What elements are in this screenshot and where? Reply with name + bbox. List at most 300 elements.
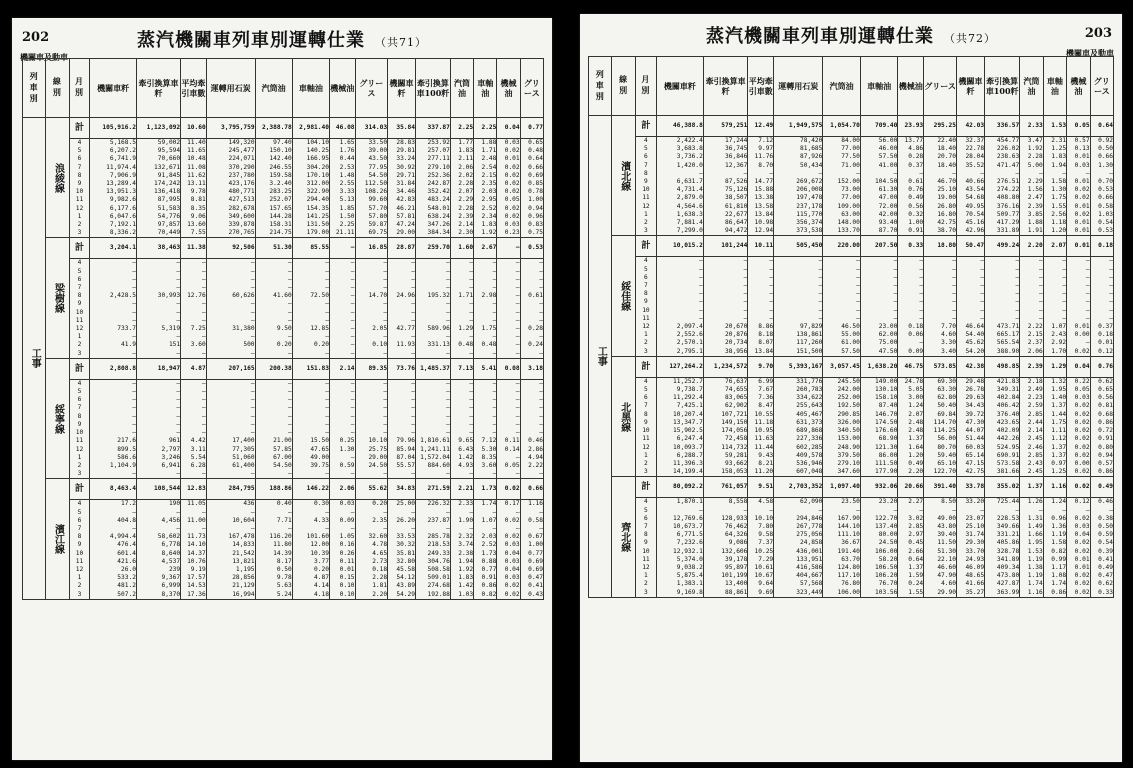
month-values: 23.50 — 167.90 144.10 111.10 36.67 191.40 63.70 124.80 117.10 76.80 106.00 (823, 498, 861, 597)
line-name: 浪綾線 (46, 118, 69, 238)
total-value: 50.47 (956, 236, 984, 257)
column-header: 汽筒油 (1020, 57, 1043, 116)
total-row (589, 116, 1114, 137)
month-values: 454.77 226.02 238.63 471.47 — 276.51 274.22 408.80 376.16 509.77 417.29 331.89 (985, 137, 1020, 236)
total-value: 3,204.1 (90, 238, 137, 259)
column-header: 牽引換算車粁 (136, 59, 180, 118)
month-values: — — — — — — — — 0.01 0.00 — 0.02 (1067, 257, 1090, 356)
page-number: 202 (22, 30, 50, 45)
month-values: 29.48 26.78 29.63 34.43 39.72 47.30 44.07 51.44 60.03 65.14 47.15 42.75 (956, 377, 984, 476)
title-text: 蒸汽機關車列車別運轉仕業 (137, 30, 365, 51)
month-values: 0.92 0.50 0.66 1.30 — 0.70 0.53 0.66 0.58 1.03 0.54 0.53 (1090, 137, 1113, 236)
total-value: 105,916.2 (90, 118, 137, 139)
total-value: 2.25 (474, 118, 497, 139)
column-header: 車軸油 (292, 59, 329, 118)
line-name: 綏佳線 (612, 236, 635, 356)
total-label: 計 (69, 479, 90, 500)
total-value: 46.75 (898, 356, 924, 377)
total-value: 33.78 (956, 477, 984, 498)
column-header: 汽筒油 (255, 59, 292, 118)
total-value: 0.53 (520, 238, 543, 259)
total-value: 355.02 (985, 477, 1020, 498)
month-values: 2.31 1.25 1.83 1.94 — 1.58 1.30 1.75 1.55 2.56 1.18 1.20 (1043, 137, 1066, 236)
page-number: 203 (1084, 26, 1112, 41)
month-values: — — — — — — — 217.6 899.5 586.6 1,104.9 — (90, 379, 137, 478)
month-values: — — — — — — — — 97,829 138,861 117,260 151,500 (774, 257, 823, 356)
month-rows (589, 137, 1114, 236)
month-values: — — — — 1.71 — — — 1.29 — 0.48 — (450, 259, 473, 358)
total-value: 207.50 (860, 236, 898, 257)
total-value: 34.83 (388, 479, 416, 500)
total-value: 7.13 (450, 358, 473, 379)
total-value: 0.18 (1090, 236, 1113, 257)
month-values: — — — — 2.98 — — — 1.75 — 0.48 — (474, 259, 497, 358)
month-values: 190 — 4,456 — 58,602 6,778 8,640 4,537 239 9,367 6,999 8,370 (136, 500, 180, 599)
month-values: — — — — — — — — 46.64 54.40 45.62 54.20 (956, 257, 984, 356)
total-value: 498.85 (985, 356, 1020, 377)
month-values: — — — — — — — 10.10 25.75 29.00 24.50 — (355, 379, 388, 478)
column-header: 機械油 (329, 59, 355, 118)
total-value: 1.53 (1043, 116, 1066, 137)
total-value: 0.08 (497, 358, 520, 379)
total-value: 38,463 (136, 238, 180, 259)
total-value: 108,544 (136, 479, 180, 500)
total-value: 10.11 (748, 236, 774, 257)
month-values: 6.99 7.67 7.36 8.47 10.55 11.18 10.95 11.63 11.44 9.43 8.21 11.20 (748, 377, 774, 476)
total-value: 2,703,352 (774, 477, 823, 498)
month-values: 1.32 1.95 1.40 1.37 1.44 1.75 1.11 1.12 1.37 1.37 0.97 1.25 (1043, 377, 1066, 476)
month-values: 17.2 — 404.8 — 4,994.4 476.4 601.4 421.6 26.0 533.2 481.2 507.2 (90, 500, 137, 599)
month-values: — — — — — — — 0.46 2.86 4.94 2.22 — (520, 379, 543, 478)
total-value: 2.67 (474, 238, 497, 259)
total-value: 0.64 (1090, 116, 1113, 137)
column-header: 車軸油 (1043, 57, 1066, 116)
month-rows (589, 377, 1114, 476)
title-part: （共71） (375, 36, 427, 49)
total-value: 2.07 (1043, 236, 1066, 257)
total-value: 709.40 (860, 116, 898, 137)
month-values: 2.33 — 1.90 — 2.32 3.74 2.38 1.94 1.92 1.83 1.42 1.03 (450, 500, 473, 599)
total-value: 0.76 (1090, 356, 1113, 377)
month-values: 0.65 0.48 0.64 0.66 0.69 0.85 0.78 1.00 0.94 0.96 0.83 0.75 (520, 139, 543, 238)
month-values: 32.37 22.78 28.04 35.52 — 40.66 43.54 54.68 49.95 70.54 45.16 42.96 (956, 137, 984, 236)
month-values: — — — — — — — — — — — — (497, 259, 520, 358)
column-header: グリース (520, 59, 543, 118)
month-values: — — — — — — — 7.12 5.30 8.35 3.60 — (474, 379, 497, 478)
total-value: 220.00 (823, 236, 861, 257)
month-values: 1.24 — 0.96 1.36 1.19 1.58 0.82 0.99 1.17 1.08 1.74 0.86 (1043, 498, 1066, 597)
left-page (12, 18, 552, 760)
column-header: 平均牽引車數 (181, 59, 207, 118)
total-row (589, 236, 1114, 257)
page-subtitle: 機關車及動車 (20, 52, 68, 62)
month-values: 245.50 242.00 252.00 192.50 290.85 326.00 340.50 153.00 248.90 379.50 279.10 347.60 (823, 377, 861, 476)
total-label: 計 (635, 477, 656, 498)
total-value: 2.39 (1020, 356, 1043, 377)
month-values: 22.40 18.40 20.70 18.40 — 46.70 25.10 19.00 26.80 16.80 42.75 38.70 (924, 137, 957, 236)
total-row (23, 479, 544, 500)
column-header: 機關車粁 (956, 57, 984, 116)
total-value: 0.02 (1067, 477, 1090, 498)
total-value: 23.93 (898, 116, 924, 137)
month-values: 331,776 260,783 334,622 255,643 405,467 631,373 689,868 227,336 602,285 409,578 536,946 607,048 (774, 377, 823, 476)
month-values: 0.03 0.02 0.01 0.02 0.02 0.02 0.02 0.05 0.02 0.02 0.03 0.23 (497, 139, 520, 238)
column-header: 月別 (635, 57, 656, 116)
month-labels: 4 5 6 7 8 9 10 11 12 1 2 3 (635, 257, 656, 356)
line-name: 濱北線 (612, 116, 635, 236)
total-value: 9.51 (748, 477, 774, 498)
total-value: 73.76 (388, 358, 416, 379)
total-label: 計 (635, 116, 656, 137)
month-labels: 4 5 6 7 8 9 10 11 12 1 2 3 (69, 500, 90, 599)
month-values: 0.40 — 7.71 — 116.20 11.80 14.39 8.17 0.50 9.78 5.63 5.24 (255, 500, 292, 599)
category-label: 工事 (23, 118, 46, 600)
month-values: 0.20 — 2.35 — 32.60 4.78 4.65 2.73 0.18 2.28 1.81 2.20 (355, 500, 388, 599)
month-values: 0.30 — 4.33 — 101.60 12.00 10.39 3.77 0.20 4.87 4.14 4.18 (292, 500, 329, 599)
total-value: 0.77 (520, 118, 543, 139)
month-values: — — — — — — — — 20,670 20,876 20,734 38,956 (703, 257, 748, 356)
month-values: 1.88 1.71 2.48 2.54 2.15 2.35 2.03 2.95 2.52 2.34 1.83 1.92 (474, 139, 497, 238)
month-labels: 4 5 6 7 8 9 10 11 12 1 2 3 (635, 377, 656, 476)
column-header: 機關車粁 (656, 57, 703, 116)
total-value: 295.25 (924, 116, 957, 137)
column-header: 線別 (612, 57, 635, 116)
total-value: 391.40 (924, 477, 957, 498)
total-value: 28.87 (388, 238, 416, 259)
total-value: 2.14 (329, 358, 355, 379)
total-value: 35.84 (388, 118, 416, 139)
column-header: 運轉用石炭 (774, 57, 823, 116)
month-values: — — — — — — — — 8.86 8.18 8.07 13.84 (748, 257, 774, 356)
month-values: 0.62 0.65 0.56 0.81 0.68 0.86 0.72 0.91 0.80 0.94 0.57 0.86 (1090, 377, 1113, 476)
total-value: 1.37 (1020, 477, 1043, 498)
month-values: — — — — — — — 961 2,797 3,246 6,941 — (136, 379, 180, 478)
month-labels: 4 5 6 7 8 9 10 11 12 1 2 3 (69, 259, 90, 358)
header-row (589, 57, 1114, 116)
total-value: 1,485.37 (416, 358, 451, 379)
column-header: グリース (924, 57, 957, 116)
month-values: 23.20 — 122.70 137.40 80.00 24.50 106.00 58.20 106.50 106.20 76.70 103.56 (860, 498, 898, 597)
line-name: 綏寧線 (46, 358, 69, 478)
month-values: 59,002 95,594 70,660 132,671 91,845 174,242 136,418 87,995 51,583 54,776 97,857 70,449 (136, 139, 180, 238)
title-part: （共72） (944, 32, 996, 45)
total-value: 2.20 (1020, 236, 1043, 257)
total-value: 2.21 (450, 479, 473, 500)
month-values: 2.27 — 3.02 2.85 2.97 0.45 2.66 0.64 1.37 1.59 0.24 1.55 (898, 498, 924, 597)
total-value: 8,463.4 (90, 479, 137, 500)
total-row (23, 358, 544, 379)
total-value: 42.03 (956, 116, 984, 137)
month-values: — — — — 195.32 — — — 589.96 — 331.13 — (416, 259, 451, 358)
total-value: 151.83 (292, 358, 329, 379)
total-value: 0.01 (1067, 236, 1090, 257)
column-header: 汽筒油 (823, 57, 861, 116)
column-header: 車軸油 (474, 59, 497, 118)
total-value: 271.59 (416, 479, 451, 500)
total-value: 284,795 (206, 479, 255, 500)
total-value: 3.18 (520, 358, 543, 379)
month-values: 149,320 245,477 224,071 370,290 237,780 423,176 480,771 427,513 282,678 349,600 339,878 270,765 (206, 139, 255, 238)
month-values: 0.12 — 0.02 0.03 0.04 0.02 0.02 0.01 0.01 0.02 0.02 0.02 (1067, 498, 1090, 597)
month-values: — — — — 12.76 — — — 7.25 — 3.60 — (181, 259, 207, 358)
month-values: 4.58 — 10.10 7.80 9.58 7.37 10.25 7.29 10.61 10.67 9.64 9.69 (748, 498, 774, 597)
month-rows (23, 500, 544, 599)
month-values: 1.74 — 1.07 — 2.03 2.52 1.73 0.88 0.77 0.91 0.86 0.82 (474, 500, 497, 599)
total-label: 計 (635, 236, 656, 257)
month-values: 0.17 — 0.02 — 0.02 0.03 0.04 0.03 0.04 0.03 0.02 0.02 (497, 500, 520, 599)
total-value: 761,057 (703, 477, 748, 498)
total-value: 92,506 (206, 238, 255, 259)
month-values: — — — — 2,428.5 — — — 733.7 — 41.9 — (90, 259, 137, 358)
month-values: 149.00 130.10 158.10 87.40 146.70 174.50 176.60 68.90 121.30 86.00 111.50 177.90 (860, 377, 898, 476)
month-values: 11.05 — 11.00 — 11.73 14.10 14.37 10.76 9.19 17.57 14.53 17.36 (181, 500, 207, 599)
month-values: 69.30 63.30 62.80 50.40 69.84 114.70 114.25 56.00 80.70 59.40 65.10 122.70 (924, 377, 957, 476)
title-text: 蒸汽機關車列車別運轉仕業 (706, 26, 934, 47)
total-value: — (497, 238, 520, 259)
total-value: 2.25 (450, 118, 473, 139)
month-values: — — — — — — — — 2.22 2.15 2.37 2.06 (1020, 257, 1043, 356)
month-values: 33.20 — 23.07 25.10 31.74 29.30 33.70 24.93 46.09 48.65 41.66 35.27 (956, 498, 984, 597)
month-values: 76,637 74,655 83,065 62,902 107,721 149,150 174,056 72,458 114,732 59,281 93,662 158,053 (703, 377, 748, 476)
month-values: 1,870.1 — 12,769.6 10,673.7 6,771.5 7,232.6 12,932.1 5,374.0 9,038.2 5,875.4 1,383.1 9,169.8 (656, 498, 703, 597)
month-values: — — — — 14.70 — — — 2.05 — 0.10 — (355, 259, 388, 358)
total-value: 46.08 (329, 118, 355, 139)
total-value: 932.06 (860, 477, 898, 498)
total-value: 337.87 (416, 118, 451, 139)
total-value: 2,388.78 (255, 118, 292, 139)
total-value: 336.57 (985, 116, 1020, 137)
month-values: 3.47 1.92 2.28 5.00 — 2.29 1.56 2.47 2.39 3.85 1.88 1.91 (1020, 137, 1043, 236)
total-row (23, 118, 544, 139)
total-value: 1,949,575 (774, 116, 823, 137)
column-header: 機關車粁 (90, 59, 137, 118)
total-value: 4.87 (181, 358, 207, 379)
total-value: 80,092.2 (656, 477, 703, 498)
column-header: 列車別 (589, 57, 612, 116)
total-value: 127,264.2 (656, 356, 703, 377)
column-header: グリース (1090, 57, 1113, 116)
month-values: 11,252.7 9,738.7 11,292.4 7,425.1 10,207.4 13,347.7 15,902.5 6,247.4 10,093.7 6,288.7 11,396.3 14,199.4 (656, 377, 703, 476)
column-header: グリース (355, 59, 388, 118)
month-values: — — — — — — — 17,400 77,305 51,060 61,400 — (206, 379, 255, 478)
month-values: — — — — — — — 21.00 57.85 67.00 54.50 — (255, 379, 292, 478)
month-rows (23, 259, 544, 358)
month-values: 226.32 — 237.87 — 285.78 218.53 249.33 304.76 508.58 509.01 274.68 192.88 (416, 500, 451, 599)
total-value: 18.80 (924, 236, 957, 257)
month-values: 2.18 2.49 2.23 2.59 2.85 2.44 2.14 2.45 2.46 2.85 2.43 2.45 (1020, 377, 1043, 476)
month-values: — — — — — — — — 7.70 4.60 3.30 3.40 (924, 257, 957, 356)
month-values: 725.44 — 228.53 349.66 331.21 405.86 328.78 341.89 409.34 473.80 427.87 363.99 (985, 498, 1020, 597)
total-value: 1,097.40 (823, 477, 861, 498)
month-values: 7.12 9.97 11.76 8.70 — 14.77 15.88 13.38 13.58 13.84 10.98 12.94 (748, 137, 774, 236)
column-header: 列車別 (23, 59, 46, 118)
total-value: 1.73 (474, 479, 497, 500)
month-values: — — — — — — — — 0.37 0.18 0.01 0.12 (1090, 257, 1113, 356)
line-name: 北黑線 (612, 356, 635, 476)
total-value: 5.41 (474, 358, 497, 379)
month-values: 1.16 — 0.58 — 0.67 1.00 0.77 0.69 0.69 0.47 0.41 0.43 (520, 500, 543, 599)
month-values: 97.40 150.10 142.40 246.55 159.58 3.2.40 283.25 252.07 157.65 144.28 158.31 214.75 (255, 139, 292, 238)
month-values: 33.50 39.00 43.50 77.95 54.50 112.50 108.26 99.60 57.70 57.80 59.87 69.75 (355, 139, 388, 238)
total-value: 12.49 (748, 116, 774, 137)
total-row (589, 477, 1114, 498)
month-values: 8,558 — 128,933 76,462 64,326 9,086 132,606 39,178 95,897 101,199 13,400 88,861 (703, 498, 748, 597)
month-values: 8.50 — 49.00 43.80 39.40 11.50 51.30 22.10 46.60 47.90 4.60 29.90 (924, 498, 957, 597)
total-value: 89.35 (355, 358, 388, 379)
total-value: 1.60 (450, 238, 473, 259)
month-values: 0.57 0.13 0.01 0.03 — 0.01 0.02 0.02 0.01 0.02 0.01 0.01 (1067, 137, 1090, 236)
month-values: 253.92 257.07 277.11 279.10 252.36 242.87 352.42 483.24 548.01 638.24 347.26 384.34 (416, 139, 451, 238)
column-header: 平均牽引車數 (748, 57, 774, 116)
total-value: 46,388.8 (656, 116, 703, 137)
total-value: 9.70 (748, 356, 774, 377)
month-values: — — — — 24.96 — — — 42.77 — 11.93 — (388, 259, 416, 358)
month-values: 0.22 0.05 0.03 0.02 0.02 0.02 0.02 0.02 0.02 0.02 0.00 0.02 (1067, 377, 1090, 476)
total-value: 16.85 (355, 238, 388, 259)
page-subtitle: 機關車及動車 (1066, 48, 1114, 58)
total-label: 計 (69, 238, 90, 259)
month-values: 62,090 — 294,846 267,778 275,056 24,858 436,001 133,951 416,586 404,667 57,568 323,449 (774, 498, 823, 597)
total-value: 1,638.20 (860, 356, 898, 377)
month-values: — — — — — — — 0.11 0.14 — 0.05 — (497, 379, 520, 478)
month-values: — — — — — — — — 473.71 665.17 565.54 388.90 (985, 257, 1020, 356)
month-rows (589, 257, 1114, 356)
month-values: 0.46 — 0.38 0.50 0.59 0.54 0.39 0.41 0.49 0.47 0.62 0.33 (1090, 498, 1113, 597)
total-value: 573.85 (924, 356, 957, 377)
month-values: 2,422.4 3,683.8 3,736.2 1,420.0 — 6,631.7 4,731.4 2,879.0 4,564.6 1,638.3 7,881.4 7,299.0 (656, 137, 703, 236)
month-values: — — — — — — — 0.25 1.30 — 0.59 — (329, 379, 355, 478)
month-values: — — — — — — — — 46.50 55.00 61.00 57.50 (823, 257, 861, 356)
total-value: 18,947 (136, 358, 180, 379)
month-labels: 4 5 6 7 8 9 10 11 12 1 2 3 (69, 379, 90, 478)
month-values: 421.83 349.31 402.84 406.42 376.40 423.65 402.09 442.26 524.95 690.91 573.58 381.66 (985, 377, 1020, 476)
total-value: 2,981.40 (292, 118, 329, 139)
month-rows (23, 139, 544, 238)
total-value: 188.86 (255, 479, 292, 500)
month-values: — — — — 30,993 — — — 5,319 — 151 — (136, 259, 180, 358)
column-header: 牽引換算車100粁 (416, 59, 451, 118)
total-value: 12.83 (181, 479, 207, 500)
month-values: 1.65 1.76 0.44 2.53 1.48 2.55 3.33 5.13 1.85 1.50 2.25 21.11 (329, 139, 355, 238)
total-value: 146.22 (292, 479, 329, 500)
total-value: 2,808.8 (90, 358, 137, 379)
column-header: 機關車粁 (388, 59, 416, 118)
total-value: 200.38 (255, 358, 292, 379)
month-values: — — — — 60,626 — — — 31,380 — 500 — (206, 259, 255, 358)
total-value: 0.02 (497, 479, 520, 500)
month-values: 84.00 77.00 77.50 71.00 — 152.00 73.00 77.00 109.00 63.00 148.00 133.70 (823, 137, 861, 236)
total-value: 0.05 (1067, 116, 1090, 137)
data-table (22, 58, 544, 600)
month-values: 13.77 4.86 0.28 0.37 — 0.61 0.76 0.49 0.56 0.32 1.00 0.91 (898, 137, 924, 236)
page-title (12, 26, 552, 52)
month-values: — — — — — — — — 23.00 62.00 75.00 47.50 (860, 257, 898, 356)
total-value: 499.24 (985, 236, 1020, 257)
right-page (580, 14, 1122, 762)
month-values: — — — — — — — 9.65 6.43 1.42 4.93 — (450, 379, 473, 478)
total-label: 計 (69, 118, 90, 139)
month-values: 5,168.5 6,207.2 6,741.9 11,974.4 7,906.9 13,289.4 13,951.3 9,982.6 6,177.6 6,047.6 7,192.1 8,336.2 (90, 139, 137, 238)
month-values: — — — — — — — — — — — — (329, 259, 355, 358)
total-value: 1.16 (1043, 477, 1066, 498)
column-header: 機械油 (497, 59, 520, 118)
month-values: 56.00 46.00 57.50 41.00 — 104.50 61.30 47.00 72.00 42.00 93.40 87.70 (860, 137, 898, 236)
month-values: — — — — — — — 15.50 47.65 49.00 39.75 — (292, 379, 329, 478)
total-value: — (329, 238, 355, 259)
total-value: 259.70 (416, 238, 451, 259)
total-value: 1,054.70 (823, 116, 861, 137)
month-values: 436 — 10,604 — 167,478 14,833 21,542 13,821 1,195 28,856 21,129 16,994 (206, 500, 255, 599)
total-value: 579,251 (703, 116, 748, 137)
total-value: 1,234,572 (703, 356, 748, 377)
total-value: 0.04 (497, 118, 520, 139)
total-value: 11.38 (181, 238, 207, 259)
month-labels: 4 5 6 7 8 9 10 11 12 1 2 3 (69, 139, 90, 238)
month-values: 78,420 81,685 87,926 50,434 — 269,672 206,008 197,478 237,178 115,770 356,374 373,538 (774, 137, 823, 236)
total-value: 505,450 (774, 236, 823, 257)
month-values: 17,244 36,745 36,846 12,367 — 87,526 75,126 38,507 61,810 22,677 86,647 94,472 (703, 137, 748, 236)
line-name: 濱江線 (46, 479, 69, 599)
column-header: 車軸油 (860, 57, 898, 116)
total-value: 10.60 (181, 118, 207, 139)
line-name: 梁樹線 (46, 238, 69, 358)
month-values: 0.03 — 0.09 — 1.05 0.16 0.26 0.11 0.01 0.15 0.10 0.10 (329, 500, 355, 599)
total-value: 5,393,167 (774, 356, 823, 377)
column-header: 線別 (46, 59, 69, 118)
column-header: 月別 (69, 59, 90, 118)
column-header: 運轉用石炭 (206, 59, 255, 118)
month-labels: 4 5 6 7 8 9 10 11 12 1 2 3 (635, 137, 656, 236)
total-value: 10,015.2 (656, 236, 703, 257)
total-label: 計 (635, 356, 656, 377)
month-values: — — — — — — — — 0.18 0.06 — 0.09 (898, 257, 924, 356)
total-label: 計 (69, 358, 90, 379)
column-header: 牽引換算車100粁 (985, 57, 1020, 116)
month-values: 104.10 140.25 166.95 304.20 170.10 312.00 322.90 294.40 154.35 141.25 131.50 179.00 (292, 139, 329, 238)
total-value: 42.38 (956, 356, 984, 377)
column-header: 汽筒油 (450, 59, 473, 118)
total-value: 85.55 (292, 238, 329, 259)
page-title (580, 22, 1122, 48)
month-values: — — — — — — — — 1.07 2.43 2.92 1.70 (1043, 257, 1066, 356)
month-rows (589, 498, 1114, 597)
total-value: 2.06 (329, 479, 355, 500)
month-values: — — — — 0.61 — — — 0.28 — 0.24 — (520, 259, 543, 358)
month-values: 28.83 29.81 33.24 30.92 29.71 31.84 34.46 42.83 46.21 57.81 47.24 29.00 (388, 139, 416, 238)
month-labels: 4 5 6 7 8 9 10 11 12 1 2 3 (635, 498, 656, 597)
month-values: 1.77 1.83 2.11 2.06 2.02 2.28 2.07 2.29 2.28 2.39 2.14 2.30 (450, 139, 473, 238)
total-value: 207,165 (206, 358, 255, 379)
month-values: — — — — — — — 79.96 85.94 87.04 55.57 — (388, 379, 416, 478)
month-values: — — — — 41.60 — — — 9.50 — 0.20 — (255, 259, 292, 358)
month-values: 24.78 5.05 3.00 1.24 2.07 2.48 2.48 1.37 1.64 1.20 0.49 2.20 (898, 377, 924, 476)
month-values: — — — — — — — — 2,097.4 2,552.6 2,570.1 2,795.1 (656, 257, 703, 356)
month-values: — — — — — — — 1,810.61 1,241.11 1,572.04 884.60 — (416, 379, 451, 478)
column-header: 機械油 (898, 57, 924, 116)
total-value: 1,123,092 (136, 118, 180, 139)
header-row (23, 59, 544, 118)
column-header: 牽引換算車粁 (703, 57, 748, 116)
month-rows (23, 379, 544, 478)
line-name: 齊北線 (612, 477, 635, 597)
total-value: 0.33 (898, 236, 924, 257)
data-table (588, 56, 1114, 598)
month-values: 25.00 — 26.20 — 33.53 30.32 35.81 32.80 45.58 54.12 43.89 54.29 (388, 500, 416, 599)
total-value: 51.30 (255, 238, 292, 259)
month-values: — — — — 72.50 — — — 12.85 — 0.20 — (292, 259, 329, 358)
total-value: 0.66 (520, 479, 543, 500)
total-value: 101,244 (703, 236, 748, 257)
